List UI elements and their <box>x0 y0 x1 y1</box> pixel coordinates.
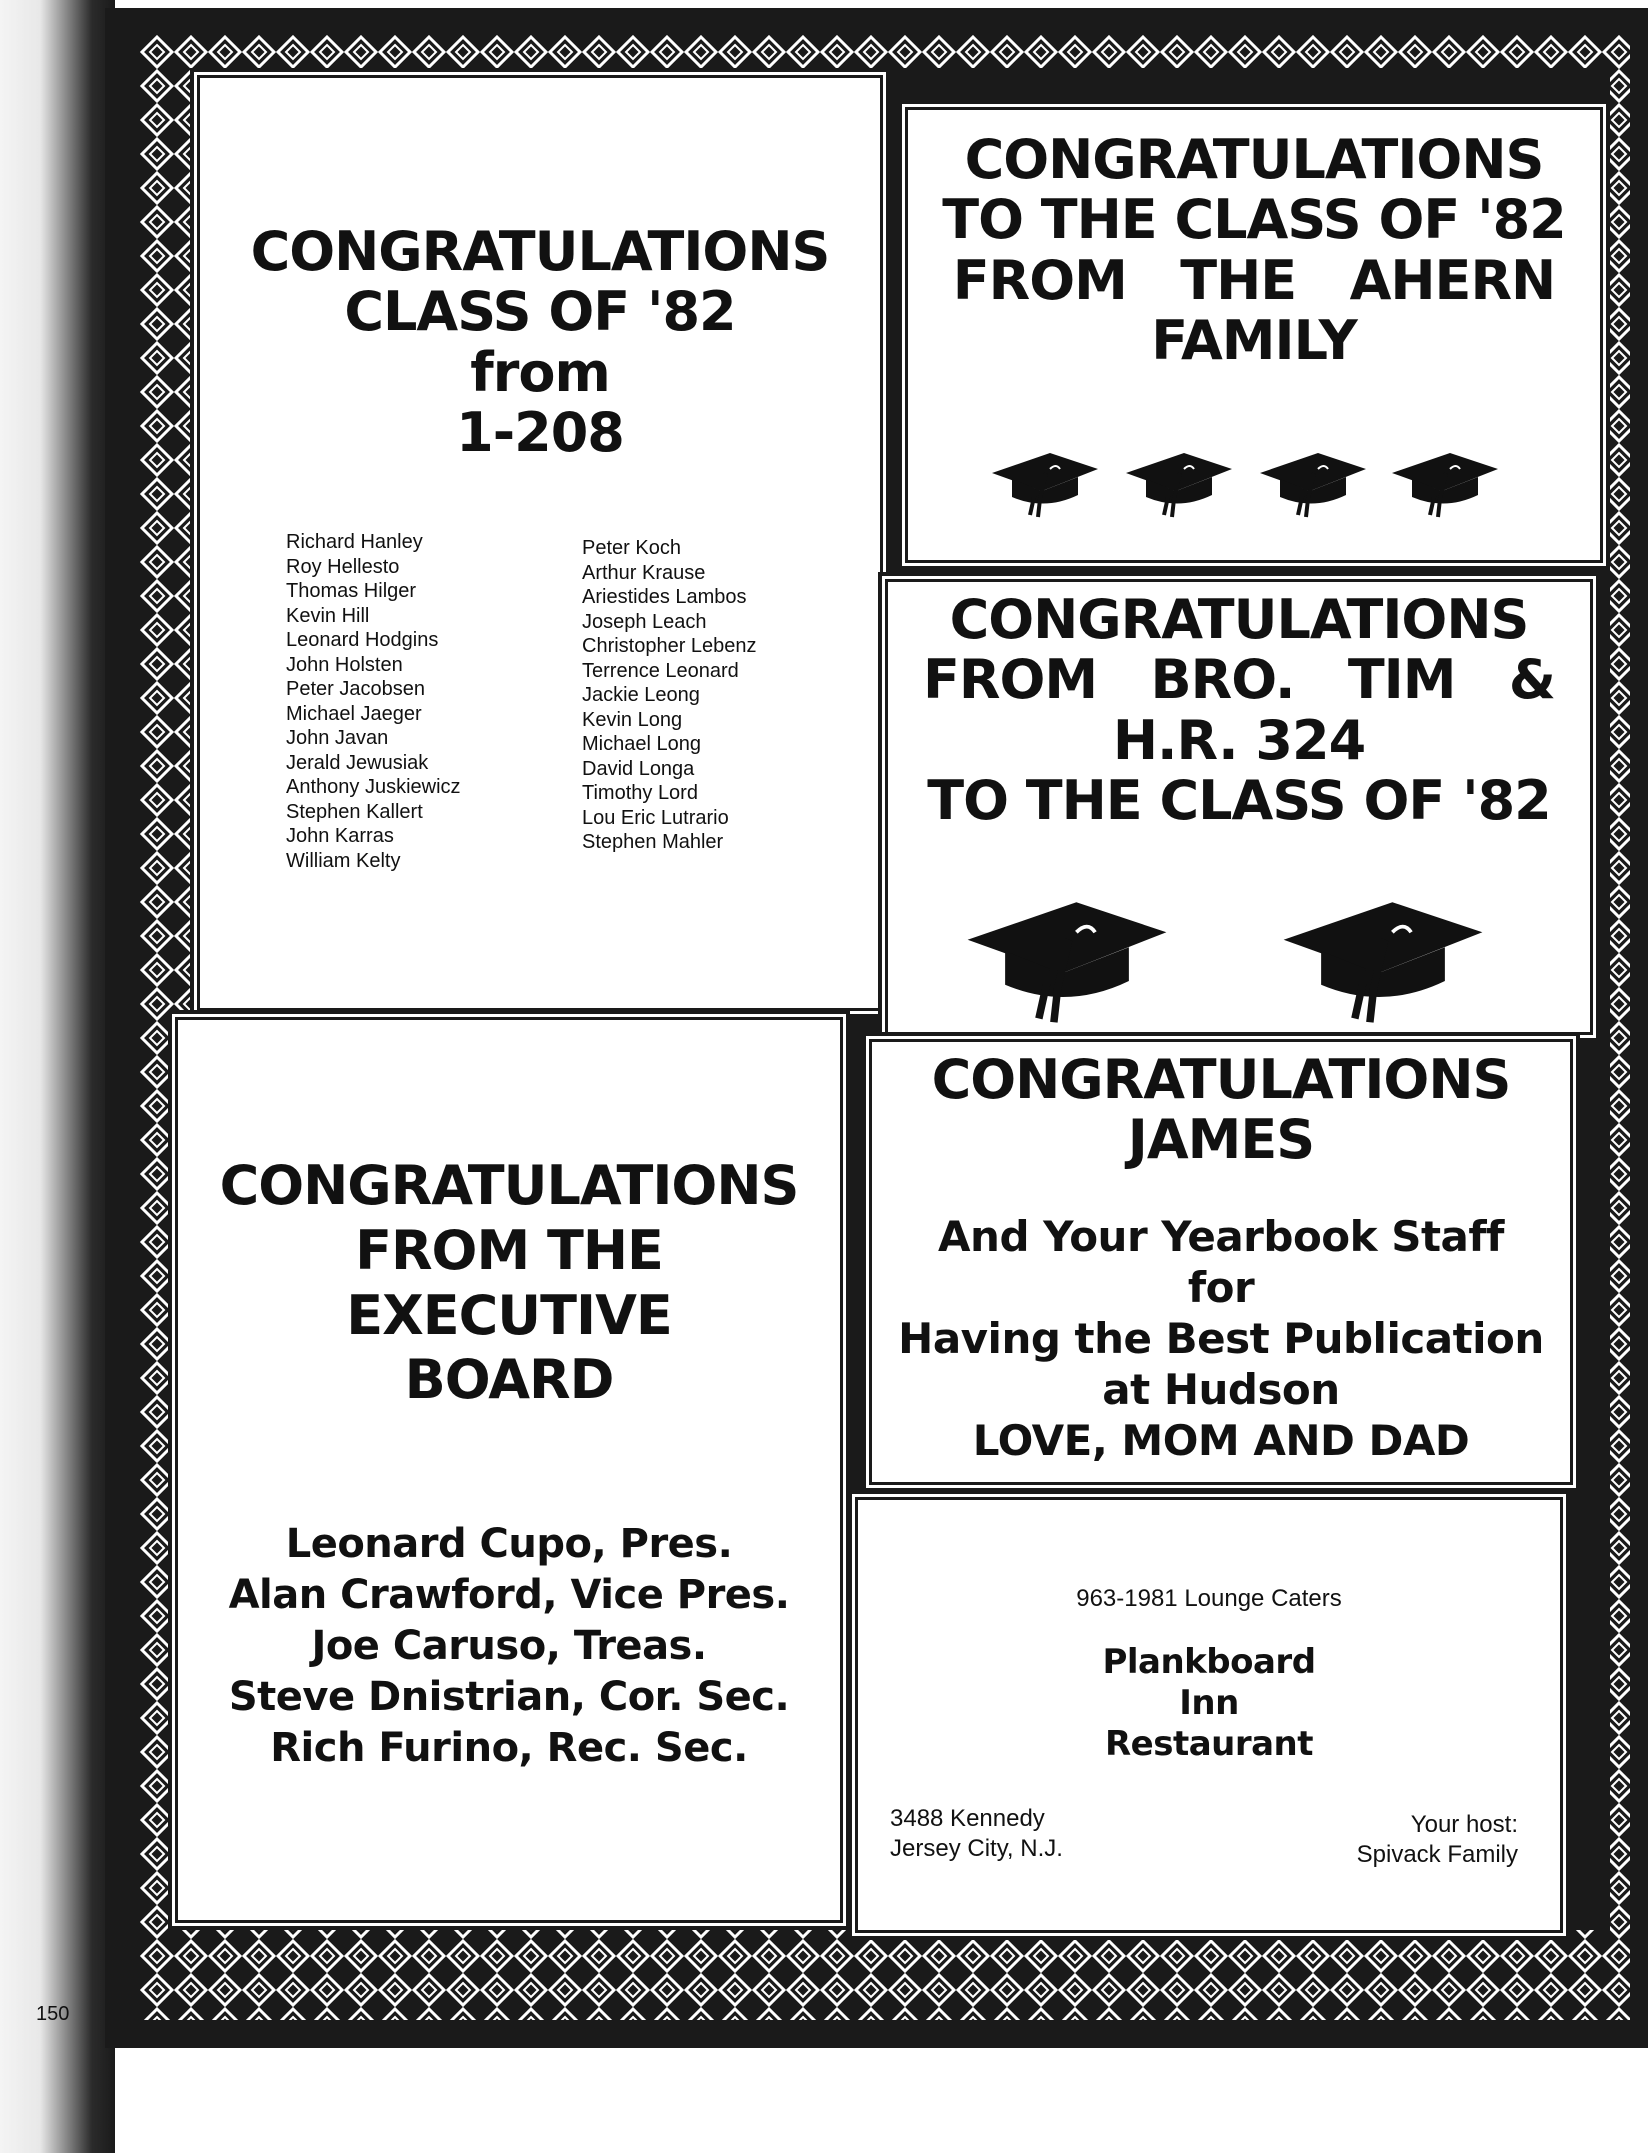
heading-line: FAMILY <box>1151 309 1357 373</box>
officer-list <box>172 1519 846 1774</box>
ad-heading <box>902 130 1606 372</box>
name: David Longa <box>582 757 695 780</box>
body-line: at Hudson <box>1102 1365 1340 1414</box>
graduation-cap-icon <box>1258 439 1368 519</box>
address-line: Jersey City, N.J. <box>890 1835 1063 1862</box>
heading-line: CLASS OF '82 <box>344 280 736 344</box>
name: Michael Jaeger <box>286 702 422 725</box>
ad-heading <box>882 590 1596 832</box>
name: Peter Jacobsen <box>286 678 425 700</box>
james-body <box>866 1211 1576 1466</box>
names-column-1 <box>286 530 461 873</box>
ad-heading <box>172 1154 846 1413</box>
name: Michael Long <box>582 733 701 755</box>
body-line: LOVE, MOM AND DAD <box>972 1416 1470 1465</box>
officer: Steve Dnistrian, Cor. Sec. <box>228 1674 790 1720</box>
heading-line: CONGRATULATIONS <box>219 1154 799 1217</box>
name-line: Inn <box>1179 1683 1239 1723</box>
name: Timothy Lord <box>582 782 698 804</box>
heading-line: JAMES <box>1127 1108 1315 1172</box>
name: John Holsten <box>286 653 403 676</box>
name: Lou Eric Lutrario <box>582 806 729 829</box>
graduation-cap-icon <box>962 876 1172 1026</box>
name: Thomas Hilger <box>286 580 417 602</box>
body-line: And Your Yearbook Staff <box>938 1212 1504 1261</box>
heading-line: CONGRATULATIONS <box>250 220 830 283</box>
officer: Rich Furino, Rec. Sec. <box>270 1725 748 1771</box>
name: Kevin Hill <box>286 604 370 627</box>
address-line: 3488 Kennedy <box>890 1805 1045 1832</box>
name: Peter Koch <box>582 537 681 559</box>
name: Jackie Leong <box>582 684 700 706</box>
host-line: Your host: <box>1410 1811 1518 1838</box>
name: Kevin Long <box>582 708 683 731</box>
heading-line: H.R. 324 <box>1112 708 1366 772</box>
heading-line: TO THE CLASS OF '82 <box>942 188 1566 252</box>
name: Roy Hellesto <box>286 555 400 578</box>
heading-line: 1-208 <box>456 401 624 465</box>
name: Ariestides Lambos <box>582 586 747 608</box>
name: William Kelty <box>286 849 401 872</box>
address <box>890 1804 1063 1864</box>
graduation-cap-icon <box>990 439 1100 519</box>
heading-line: CONGRATULATIONS <box>931 1048 1511 1111</box>
name: John Karras <box>286 825 394 847</box>
name-line: Restaurant <box>1104 1724 1314 1764</box>
ad-executive-board <box>168 1010 850 1930</box>
ad-james <box>862 1032 1580 1492</box>
name: Arthur Krause <box>582 561 706 584</box>
officer: Alan Crawford, Vice Pres. <box>228 1572 790 1618</box>
heading-line: FROM THE <box>355 1218 663 1282</box>
name: Jerald Jewusiak <box>286 751 429 774</box>
heading-line: from <box>470 340 610 404</box>
officer: Joe Caruso, Treas. <box>311 1623 707 1669</box>
name: Terrence Leonard <box>582 659 739 682</box>
name: Stephen Mahler <box>582 831 724 853</box>
ad-class-1-208 <box>190 68 890 1018</box>
graduation-cap-icon <box>1390 439 1500 519</box>
name: Christopher Lebenz <box>582 635 757 657</box>
body-line: Having the Best Publication <box>898 1314 1544 1363</box>
name: Anthony Juskiewicz <box>286 776 461 798</box>
name: Joseph Leach <box>582 610 707 633</box>
page-edge-shadow <box>0 0 115 2153</box>
name: Leonard Hodgins <box>286 629 439 651</box>
names-column-2 <box>582 536 757 855</box>
heading-line: CONGRATULATIONS <box>949 588 1529 651</box>
page-number: 150 <box>36 2003 70 2025</box>
heading-line: FROM THE AHERN <box>952 248 1556 312</box>
host <box>1357 1810 1518 1870</box>
phone-line: 963-1981 Lounge Caters <box>1076 1585 1342 1612</box>
restaurant-name <box>852 1642 1566 1765</box>
host-line: Spivack Family <box>1356 1841 1518 1868</box>
ad-heading <box>194 222 886 464</box>
graduation-cap-icon <box>1278 876 1488 1026</box>
ad-ahern-family <box>898 100 1610 570</box>
officer: Leonard Cupo, Pres. <box>285 1521 733 1567</box>
name: Richard Hanley <box>286 531 423 553</box>
ad-heading <box>866 1050 1576 1171</box>
graduation-cap-icon <box>1124 439 1234 519</box>
name: Stephen Kallert <box>286 800 423 823</box>
name: John Javan <box>286 727 389 749</box>
heading-line: FROM BRO. TIM & <box>922 648 1556 712</box>
ad-plankboard-inn <box>848 1490 1570 1940</box>
body-line: for <box>1187 1263 1255 1312</box>
heading-line: CONGRATULATIONS <box>964 128 1544 191</box>
name-line: Plankboard <box>1102 1642 1316 1682</box>
heading-line: EXECUTIVE <box>346 1283 672 1347</box>
heading-line: BOARD <box>404 1348 614 1412</box>
ad-bro-tim <box>878 572 1600 1042</box>
heading-line: TO THE CLASS OF '82 <box>927 769 1551 833</box>
